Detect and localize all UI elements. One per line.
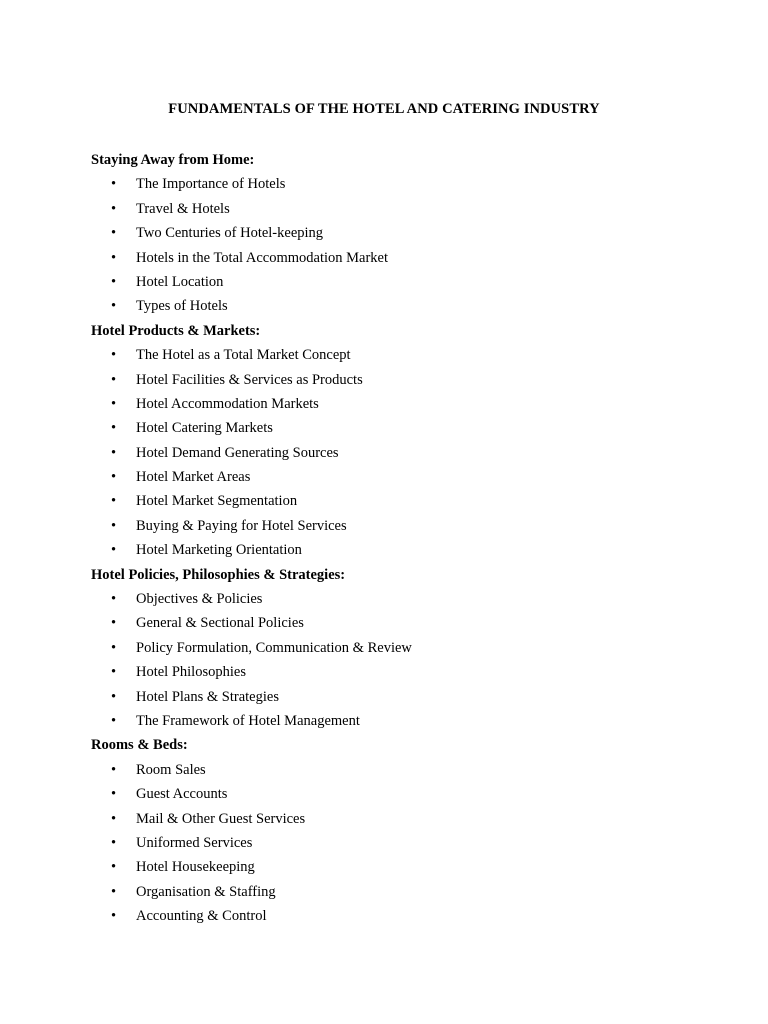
list-item: [91, 782, 731, 806]
section-rooms-beds: [91, 733, 731, 928]
list-item: [91, 270, 731, 294]
list-item: [91, 172, 731, 196]
list-item: [91, 489, 731, 513]
list-item: [91, 831, 731, 855]
list-item-text: Hotel Accommodation Markets: [136, 395, 319, 412]
list-item-text: The Importance of Hotels: [136, 176, 286, 193]
bullet-icon: •: [111, 639, 117, 656]
list-item: [91, 758, 731, 782]
section-heading: Hotel Policies, Philosophies & Strategies:: [91, 566, 346, 583]
list-item-text: Policy Formulation, Communication & Review: [136, 639, 412, 656]
bullet-list: [91, 172, 731, 318]
section-staying-away-from-home: [91, 148, 731, 319]
bullet-icon: •: [111, 542, 117, 559]
bullet-icon: •: [111, 493, 117, 510]
list-item: [91, 514, 731, 538]
bullet-icon: •: [111, 420, 117, 437]
list-item: [91, 709, 731, 733]
list-item: [91, 416, 731, 440]
bullet-icon: •: [111, 273, 117, 290]
bullet-icon: •: [111, 298, 117, 315]
bullet-icon: •: [111, 225, 117, 242]
list-item-text: Hotel Demand Generating Sources: [136, 444, 339, 461]
bullet-icon: •: [111, 908, 117, 925]
list-item: [91, 197, 731, 221]
list-item: [91, 807, 731, 831]
list-item: [91, 660, 731, 684]
list-item-text: Hotel Facilities & Services as Products: [136, 371, 363, 388]
list-item: [91, 611, 731, 635]
list-item-text: Accounting & Control: [136, 908, 267, 925]
list-item-text: Two Centuries of Hotel-keeping: [136, 225, 324, 242]
list-item-text: Hotel Location: [136, 273, 224, 290]
list-item: [91, 538, 731, 562]
section-heading: Rooms & Beds:: [91, 737, 188, 754]
list-item: [91, 587, 731, 611]
bullet-icon: •: [111, 859, 117, 876]
list-item-text: Hotel Market Areas: [136, 469, 251, 486]
list-item-text: Objectives & Policies: [136, 591, 263, 608]
list-item-text: Travel & Hotels: [136, 200, 230, 217]
bullet-icon: •: [111, 591, 117, 608]
list-item-text: Hotel Market Segmentation: [136, 493, 298, 510]
list-item: [91, 880, 731, 904]
bullet-icon: •: [111, 883, 117, 900]
list-item: [91, 368, 731, 392]
bullet-icon: •: [111, 444, 117, 461]
list-item: [91, 465, 731, 489]
list-item: [91, 441, 731, 465]
list-item: [91, 246, 731, 270]
section-heading: Hotel Products & Markets:: [91, 322, 261, 339]
list-item: [91, 855, 731, 879]
bullet-icon: •: [111, 395, 117, 412]
list-item: [91, 636, 731, 660]
document-title: FUNDAMENTALS OF THE HOTEL AND CATERING INDUSTRY: [168, 101, 600, 117]
bullet-icon: •: [111, 469, 117, 486]
bullet-list: [91, 343, 731, 563]
list-item-text: Hotel Marketing Orientation: [136, 542, 302, 559]
list-item-text: The Framework of Hotel Management: [136, 712, 360, 729]
bullet-icon: •: [111, 176, 117, 193]
bullet-icon: •: [111, 615, 117, 632]
list-item-text: The Hotel as a Total Market Concept: [136, 347, 351, 364]
list-item: [91, 294, 731, 318]
section-hotel-products-markets: [91, 319, 731, 563]
list-item-text: Hotel Catering Markets: [136, 420, 273, 437]
bullet-icon: •: [111, 249, 117, 266]
list-item: [91, 685, 731, 709]
list-item: [91, 392, 731, 416]
bullet-icon: •: [111, 517, 117, 534]
bullet-icon: •: [111, 810, 117, 827]
bullet-icon: •: [111, 200, 117, 217]
list-item-text: Mail & Other Guest Services: [136, 810, 306, 827]
list-item-text: Hotel Housekeeping: [136, 859, 255, 876]
list-item: [91, 904, 731, 928]
list-item-text: Guest Accounts: [136, 786, 228, 803]
bullet-icon: •: [111, 347, 117, 364]
bullet-icon: •: [111, 761, 117, 778]
list-item-text: Organisation & Staffing: [136, 883, 276, 900]
list-item-text: Room Sales: [136, 761, 206, 778]
section-hotel-policies-philosophies-strategies: [91, 563, 731, 734]
bullet-icon: •: [111, 371, 117, 388]
list-item: [91, 221, 731, 245]
list-item-text: Types of Hotels: [136, 298, 228, 315]
bullet-icon: •: [111, 712, 117, 729]
bullet-list: [91, 758, 731, 929]
bullet-list: [91, 587, 731, 733]
bullet-icon: •: [111, 688, 117, 705]
bullet-icon: •: [111, 786, 117, 803]
list-item-text: Hotel Philosophies: [136, 664, 246, 681]
bullet-icon: •: [111, 834, 117, 851]
list-item-text: Hotels in the Total Accommodation Market: [136, 249, 389, 266]
document-content: [91, 148, 731, 929]
list-item-text: Buying & Paying for Hotel Services: [136, 517, 347, 534]
list-item-text: General & Sectional Policies: [136, 615, 304, 632]
list-item-text: Uniformed Services: [136, 834, 253, 851]
list-item-text: Hotel Plans & Strategies: [136, 688, 279, 705]
list-item: [91, 343, 731, 367]
bullet-icon: •: [111, 664, 117, 681]
section-heading: Staying Away from Home:: [91, 152, 255, 168]
